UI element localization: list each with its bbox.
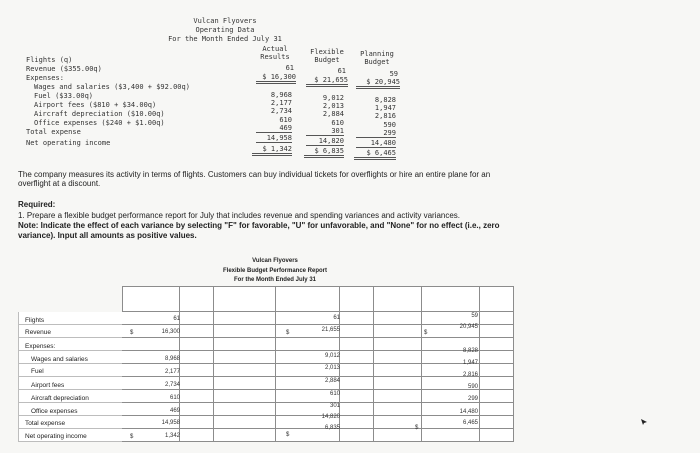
variance-effect-select[interactable] — [180, 325, 214, 338]
variance-effect-select[interactable] — [340, 312, 374, 325]
col-actual-2: Results — [260, 53, 290, 61]
flexible-revenue: 21,655 — [321, 327, 340, 333]
variance-effect-select[interactable] — [340, 364, 374, 377]
variance-effect-select[interactable] — [480, 338, 514, 351]
row-depreciation-planning: 590 — [383, 121, 396, 129]
row-revenue-actual: $ 16,300 — [256, 73, 296, 84]
actual-revenue: 16,300 — [161, 329, 180, 335]
row-wages-actual: 8,968 — [270, 91, 292, 99]
label-total: Total expense — [25, 420, 66, 427]
variance-effect-select[interactable] — [340, 338, 374, 351]
flexible-depreciation: 610 — [329, 391, 340, 397]
variance-effect-select[interactable] — [180, 338, 214, 351]
row-total-planning: 14,480 — [356, 139, 396, 148]
variance-effect-select[interactable] — [340, 325, 374, 338]
row-net-planning: $ 6,465 — [354, 149, 396, 160]
report-title: Vulcan Flyovers — [252, 258, 298, 264]
variance-effect-select[interactable] — [480, 416, 514, 429]
flexible-total: 14,820 — [321, 414, 340, 420]
header-cell — [340, 286, 374, 312]
intro-line-2: overflight at a discount. — [18, 179, 101, 188]
flexible-airport: 2,884 — [324, 378, 340, 384]
row-airport-label: Airport fees ($810 + $34.00q) — [34, 101, 157, 109]
row-flights-actual: 61 — [285, 64, 294, 72]
variance-effect-select[interactable] — [340, 390, 374, 403]
header-cell — [480, 286, 514, 312]
label-fuel: Fuel — [31, 368, 44, 375]
variance-amount-input[interactable] — [214, 351, 276, 364]
variance-effect-select[interactable] — [340, 403, 374, 416]
planning-wages: 8,828 — [462, 348, 478, 354]
label-flights: Flights — [25, 317, 45, 324]
report-period: For the Month Ended July 31 — [233, 277, 316, 283]
header-cell — [422, 286, 480, 312]
flexible-fuel: 2,013 — [324, 365, 340, 371]
variance-amount-input[interactable] — [374, 390, 422, 403]
currency-sign-actual-revenue: $ — [130, 330, 134, 336]
variance-effect-select[interactable] — [340, 416, 374, 429]
performance-report — [18, 258, 690, 453]
variance-amount-input[interactable] — [214, 390, 276, 403]
actual-net: 1,342 — [164, 433, 180, 439]
row-fuel-planning: 1,947 — [374, 104, 396, 112]
flexible-flights: 61 — [333, 315, 340, 321]
variance-amount-input[interactable] — [214, 377, 276, 390]
flexible-office: 301 — [329, 403, 340, 409]
variance-effect-select[interactable] — [180, 351, 214, 364]
row-net-flexible: $ 6,835 — [304, 147, 344, 158]
value-cell — [276, 338, 340, 351]
planning-revenue: 20,945 — [459, 324, 478, 330]
col-actual-1: Actual — [262, 45, 288, 53]
currency-sign-planning-net: $ — [415, 425, 419, 431]
actual-fuel: 2,177 — [164, 369, 180, 375]
row-wages-planning: 8,828 — [374, 96, 396, 104]
variance-amount-input[interactable] — [214, 416, 276, 429]
variance-effect-select[interactable] — [340, 377, 374, 390]
variance-effect-select[interactable] — [180, 390, 214, 403]
required-heading: Required: — [18, 200, 56, 209]
actual-depreciation: 610 — [169, 395, 180, 401]
row-wages-flexible: 9,012 — [322, 94, 344, 102]
label-revenue: Revenue — [25, 329, 52, 336]
required-line-1: 1. Prepare a flexible budget performance report for July that includes revenue and spending variances and activity variances. — [18, 211, 461, 220]
row-net-actual: $ 1,342 — [252, 145, 292, 156]
col-planning-2: Budget — [364, 58, 390, 66]
variance-effect-select[interactable] — [180, 377, 214, 390]
variance-amount-input[interactable] — [374, 403, 422, 416]
row-depreciation-label: Aircraft depreciation ($10.00q) — [34, 110, 165, 118]
variance-effect-select[interactable] — [480, 364, 514, 377]
variance-effect-select[interactable] — [480, 325, 514, 338]
variance-effect-select[interactable] — [180, 429, 214, 442]
variance-amount-input[interactable] — [214, 312, 276, 325]
data-subtitle: Operating Data — [195, 26, 255, 34]
variance-amount-input[interactable] — [374, 338, 422, 351]
variance-amount-input[interactable] — [214, 338, 276, 351]
label-depreciation: Aircraft depreciation — [31, 395, 89, 402]
col-planning-1: Planning — [360, 50, 394, 58]
variance-amount-input[interactable] — [374, 351, 422, 364]
row-total-actual: 14,958 — [256, 134, 292, 143]
operating-data-table — [0, 0, 700, 165]
flexible-wages: 9,012 — [324, 353, 340, 359]
planning-office: 299 — [467, 396, 478, 402]
row-airport-planning: 2,816 — [374, 112, 396, 120]
variance-amount-input[interactable] — [374, 377, 422, 390]
data-period: For the Month Ended July 31 — [168, 35, 282, 43]
value-cell — [422, 429, 480, 442]
label-expenses: Expenses: — [25, 343, 56, 350]
variance-effect-select[interactable] — [480, 429, 514, 442]
row-depreciation-actual: 610 — [279, 116, 292, 124]
row-office-actual: 469 — [256, 124, 292, 133]
row-flights-planning: 59 — [389, 70, 398, 78]
row-airport-flexible: 2,884 — [322, 110, 344, 118]
row-revenue-flexible: $ 21,655 — [306, 76, 348, 87]
variance-amount-input[interactable] — [214, 403, 276, 416]
actual-total: 14,958 — [161, 420, 180, 426]
header-cell — [276, 286, 340, 312]
row-depreciation-flexible: 610 — [331, 119, 344, 127]
variance-effect-select[interactable] — [180, 416, 214, 429]
variance-effect-select[interactable] — [480, 312, 514, 325]
planning-total: 14,480 — [459, 409, 478, 415]
currency-sign-actual-net: $ — [130, 434, 134, 440]
currency-sign-flexible-revenue: $ — [286, 330, 290, 336]
variance-effect-select[interactable] — [180, 364, 214, 377]
actual-wages: 8,968 — [164, 356, 180, 362]
variance-effect-select[interactable] — [480, 390, 514, 403]
report-subtitle: Flexible Budget Performance Report — [222, 268, 328, 274]
col-flexible-1: Flexible — [310, 48, 344, 56]
row-flights-label: Flights (q) — [26, 56, 73, 64]
row-flights-flexible: 61 — [337, 67, 346, 75]
variance-amount-input[interactable] — [374, 312, 422, 325]
label-net: Net operating income — [25, 433, 87, 440]
currency-sign-planning-revenue: $ — [424, 330, 428, 336]
planning-net: 6,465 — [462, 420, 478, 426]
col-flexible-2: Budget — [314, 56, 340, 64]
planning-airport: 2,816 — [462, 372, 478, 378]
variance-amount-input[interactable] — [374, 364, 422, 377]
label-wages: Wages and salaries — [31, 356, 88, 363]
data-title: Vulcan Flyovers — [193, 17, 257, 25]
row-revenue-planning: $ 20,945 — [356, 78, 400, 89]
row-office-label: Office expenses ($240 + $1.00q) — [34, 119, 165, 127]
header-cell — [180, 286, 214, 312]
actual-office: 469 — [169, 408, 180, 414]
row-total-label: Total expense — [26, 128, 81, 136]
planning-fuel: 1,947 — [462, 360, 478, 366]
variance-effect-select[interactable] — [480, 351, 514, 364]
variance-amount-input[interactable] — [214, 364, 276, 377]
header-cell — [214, 286, 276, 312]
variance-effect-select[interactable] — [180, 312, 214, 325]
variance-amount-input[interactable] — [214, 325, 276, 338]
row-fuel-flexible: 2,013 — [322, 102, 344, 110]
value-cell — [122, 338, 180, 351]
row-airport-actual: 2,734 — [270, 107, 292, 115]
variance-effect-select[interactable] — [340, 429, 374, 442]
variance-effect-select[interactable] — [480, 377, 514, 390]
row-office-flexible: 301 — [306, 127, 344, 136]
header-cell — [122, 286, 180, 312]
row-expenses-label: Expenses: — [26, 74, 64, 82]
variance-effect-select[interactable] — [480, 403, 514, 416]
planning-depreciation: 590 — [467, 384, 478, 390]
variance-effect-select[interactable] — [180, 403, 214, 416]
header-cell — [374, 286, 422, 312]
row-fuel-actual: 2,177 — [270, 99, 292, 107]
planning-flights: 59 — [471, 313, 478, 319]
variance-amount-input[interactable] — [214, 429, 276, 442]
variance-effect-select[interactable] — [340, 351, 374, 364]
row-total-flexible: 14,820 — [306, 137, 344, 146]
flexible-net: 6,835 — [324, 425, 340, 431]
actual-flights: 61 — [173, 316, 180, 322]
actual-airport: 2,734 — [164, 382, 180, 388]
label-airport: Airport fees — [31, 382, 65, 389]
intro-line-1: The company measures its activity in terms of flights. Customers can buy individual tickets for overflights or hire an entire plane for an — [18, 170, 491, 179]
required-note-2: variance). Input all amounts as positive values. — [18, 231, 197, 240]
row-revenue-label: Revenue ($355.00q) — [26, 65, 102, 73]
row-fuel-label: Fuel ($33.00q) — [34, 92, 94, 100]
row-net-label: Net operating income — [26, 139, 111, 147]
row-office-planning: 299 — [356, 129, 396, 138]
required-note: Note: Indicate the effect of each variance by selecting "F" for favorable, "U" for unfavorable, and "None" for no effect (i.e., zero — [18, 221, 500, 230]
mouse-cursor-icon — [640, 418, 648, 426]
label-office: Office expenses — [31, 408, 78, 415]
variance-amount-input[interactable] — [374, 325, 422, 338]
currency-sign-flexible-net: $ — [286, 432, 290, 438]
row-wages-label: Wages and salaries ($3,400 + $92.00q) — [34, 83, 190, 91]
